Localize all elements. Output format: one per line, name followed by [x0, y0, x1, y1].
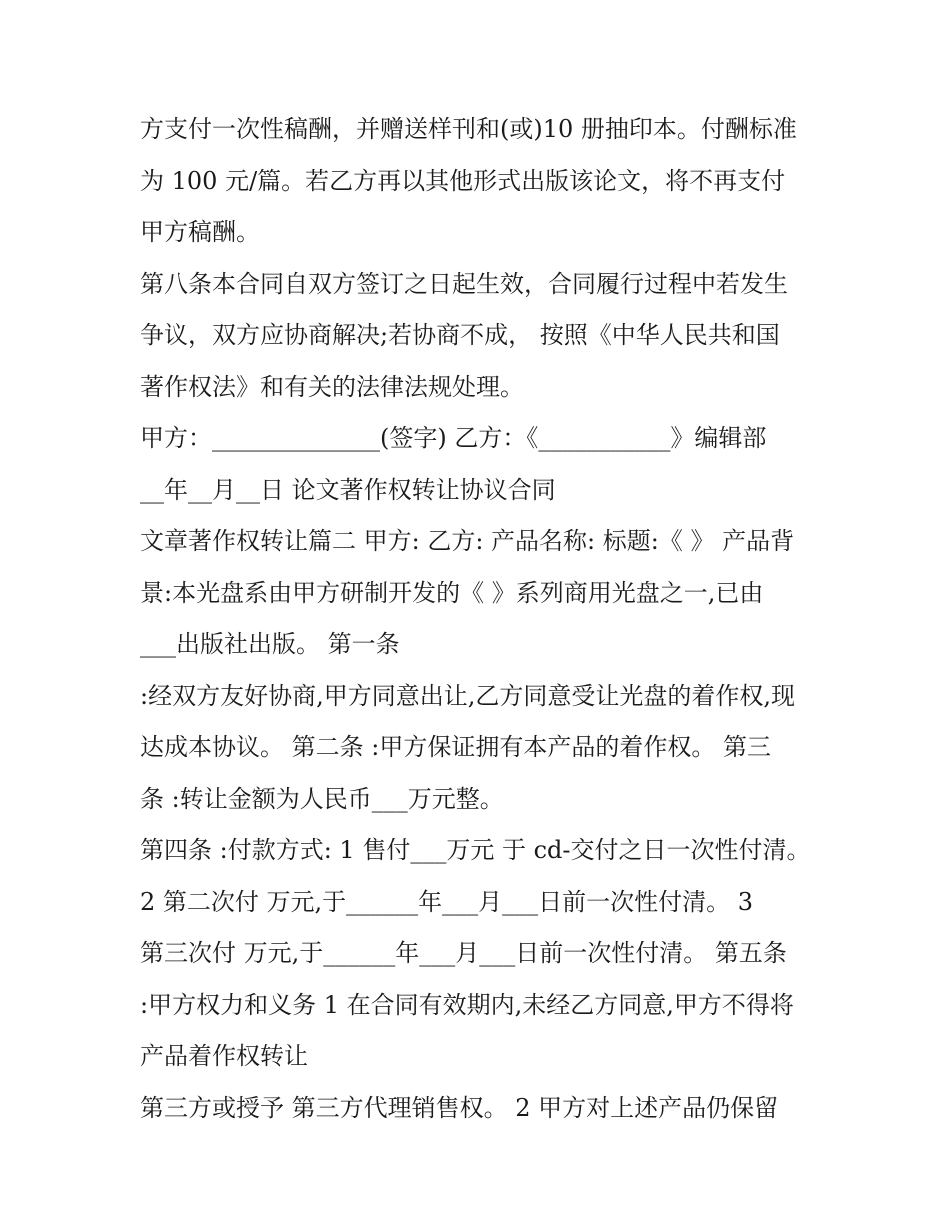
text-line: 第三次付 万元,于______年___月___日前一次性付清。 第五条	[140, 939, 787, 967]
text-line: 为 100 元/篇。若乙方再以其他形式出版该论文，将不再支付	[140, 166, 786, 195]
text-line: 产品着作权转让	[140, 1042, 308, 1070]
text-line: 第四条 :付款方式: 1 售付___万元 于 cd-交付之日一次性付清。	[140, 836, 811, 864]
text-line: 第八条本合同自双方签订之日起生效，合同履行过程中若发生	[140, 269, 788, 298]
date-line: __年__月__日 论文著作权转让协议合同	[140, 475, 556, 504]
text-line: 方支付一次性稿酬，并赠送样刊和(或)10 册抽印本。付酬标准	[140, 115, 797, 143]
text-line: ___出版社出版。 第一条	[140, 630, 400, 658]
signature-line: 甲方：______________(签字) 乙方：《___________》编辑部	[140, 424, 767, 452]
text-line: 条 :转让金额为人民币___万元整。	[140, 784, 504, 813]
text-line: 第三方或授予 第三方代理销售权。 2 甲方对上述产品仍保留	[140, 1093, 779, 1122]
document-body	[140, 104, 820, 1134]
text-line: 著作权法》和有关的法律法规处理。	[140, 372, 524, 401]
text-line: :经双方友好协商,甲方同意出让,乙方同意受让光盘的着作权,现	[140, 681, 795, 710]
text-line: 景:本光盘系由甲方研制开发的《 》系列商用光盘之一,已由	[140, 578, 764, 607]
text-line: 达成本协议。 第二条 :甲方保证拥有本产品的着作权。 第三	[140, 733, 771, 761]
text-line: 文章著作权转让篇二 甲方: 乙方: 产品名称: 标题:《 》 产品背	[140, 527, 795, 555]
text-line: 争议，双方应协商解决;若协商不成， 按照《中华人民共和国	[140, 321, 780, 349]
text-line: 2 第二次付 万元,于______年___月___日前一次性付清。 3	[140, 887, 754, 916]
text-line: :甲方权力和义务 1 在合同有效期内,未经乙方同意,甲方不得将	[140, 990, 794, 1019]
text-line: 甲方稿酬。	[140, 218, 260, 246]
